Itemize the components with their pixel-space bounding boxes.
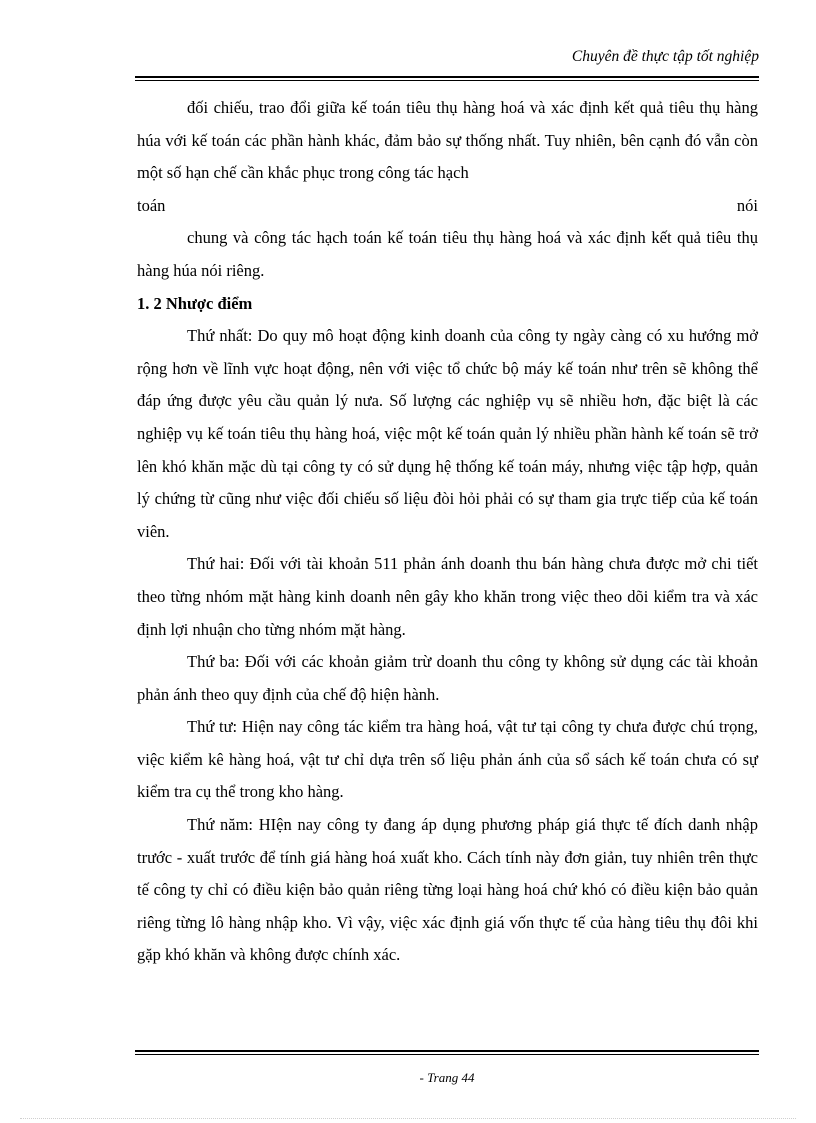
paragraph-continuation: chung và công tác hạch toán kế toán tiêu thụ hàng hoá và xác định kết quả tiêu thụ hàng húa nói riêng.	[137, 228, 758, 280]
spread-word-left: toán	[137, 195, 166, 215]
footer-rule	[135, 1050, 759, 1055]
point-third: Thứ ba: Đối với các khoản giảm trừ doanh thu công ty không sử dụng các tài khoản phản ánh theo quy định của chế độ hiện hành.	[137, 652, 758, 704]
point-fourth: Thứ tư: Hiện nay công tác kiểm tra hàng hoá, vật tư tại công ty chưa được chú trọng, việc kiểm kê hàng hoá, vật tư chỉ dựa trên số liệu phản ánh của sổ sách kế toán chưa có sự kiểm tra cụ thể trong kho hàng.	[137, 717, 758, 802]
point-first: Thứ nhất: Do quy mô hoạt động kinh doanh của công ty ngày càng có xu hướng mở rộng hơn về lĩnh vực hoạt động, nên với việc tổ chức bộ máy kế toán như trên sẽ không thể đáp ứng được yêu cầu quản lý nưa. Số lượng các nghiệp vụ sẽ nhiều hơn, đặc biệt là các nghiệp vụ kế toán tiêu thụ hàng hoá, việc một kế toán quản lý nhiều phần hành kế toán sẽ trở lên khó khăn mặc dù tại công ty có sử dụng hệ thống kế toán máy, nhưng việc tập hợp, quản lý chứng từ cũng như việc đối chiếu số liệu đòi hỏi phải có sự tham gia trực tiếp của kế toán viên.	[137, 326, 758, 541]
point-fifth: Thứ năm: HIện nay công ty đang áp dụng phương pháp giá thực tế đích danh nhập trước - xuất trước để tính giá hàng hoá xuất kho. Cách tính này đơn giản, tuy nhiên trên thực tế công ty chỉ có điều kiện bảo quản riêng từng loại hàng hoá chứ khó có điều kiện bảo quản riêng từng lô hàng nhập kho. Vì vậy, việc xác định giá vốn thực tế của hàng tiêu thụ đôi khi gặp khó khăn và không được chính xác.	[137, 815, 758, 965]
page-number: - Trang 44	[419, 1070, 475, 1085]
page-header-title: Chuyên đề thực tập tốt nghiệp	[571, 48, 759, 65]
header-rule	[135, 76, 759, 81]
point-second: Thứ hai: Đối với tài khoản 511 phản ánh doanh thu bán hàng chưa được mở chi tiết theo từng nhóm mặt hàng kinh doanh nên gây kho khăn trong việc theo dõi kiểm tra và xác định lợi nhuận cho từng nhóm mặt hàng.	[137, 554, 758, 639]
paragraph-spread-line	[137, 190, 758, 223]
paragraph-intro: đối chiếu, trao đổi giữa kế toán tiêu thụ hàng hoá và xác định kết quả tiêu thụ hàng húa với kế toán các phần hành khác, đảm bảo sự thống nhất. Tuy nhiên, bên cạnh đó vẫn còn một số hạn chế cần khắc phục trong công tác hạch	[137, 98, 758, 183]
spread-word-right: nói	[736, 195, 758, 215]
page-bottom-border	[20, 1118, 796, 1119]
document-body	[137, 92, 758, 972]
section-heading: 1. 2 Nhược điểm	[137, 293, 253, 313]
